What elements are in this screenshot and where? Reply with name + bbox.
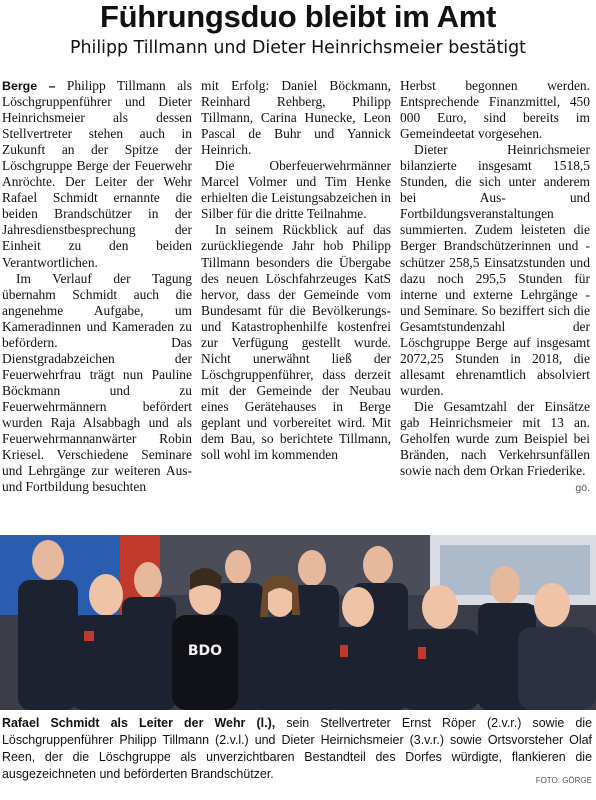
photo-caption (2, 715, 592, 789)
paragraph: Dieter Heinrichsmeier bilanzierte insgesamt 1518,5 Stunden, die sich unter anderem bei Aus- und Fortbildungsveranstaltungen summierten. Zudem leisteten die Berger Brandschützerinnen und -schützer 258,5 Einsatzstunden und dazu noch 295,5 Stunden für interne und externe Lehrgänge - und Seminare. So beziffert sich die Gesamtstundenzahl der Löschgruppe Berge auf insgesamt 2072,25 Stunden in 2018, die allesamt ehrenamtlich absolviert wurden. (400, 142, 590, 398)
subheadline: Philipp Tillmann und Dieter Heinrichsmeier bestätigt (70, 38, 526, 58)
article-column-3 (400, 78, 590, 496)
paragraph-text: Die Gesamtzahl der Einsätze gab Heinrichsmeier mit 13 an. Geholfen wurde zum Beispiel bei Bränden, nach Verkehrsunfällen sowie nach dem Orkan Friederike. (400, 398, 590, 479)
shirt-print: BDO (187, 643, 223, 659)
paragraph: Im Verlauf der Tagung übernahm Schmidt auch die angenehme Aufgabe, um Kameradinnen und Kameraden zu befördern. Das Dienstgradabzeichen der Feuerwehrfrau trägt nun Pauline Böckmann und zu Feuerwehrmännern befördert wurden Raja Alsabbagh und als Feuerwehrmannanwärter Robin Kriesel. Verschiedene Seminare und Lehrgänge zur weiteren Aus- und Fortbildung besuchten (2, 270, 192, 495)
paragraph: Herbst begonnen werden. Entsprechende Finanzmittel, 450 000 Euro, sind bereits im Gemeindeetat vorgesehen. (400, 78, 590, 142)
article-column-2 (201, 78, 391, 463)
caption-lead: Rafael Schmidt als Leiter der Wehr (l.), (2, 716, 276, 730)
author-initials: gö. (575, 482, 590, 495)
group-photo (0, 535, 596, 710)
photo-credit: FOTO: GÖRGE (535, 776, 592, 785)
paragraph: mit Erfolg: Daniel Böckmann, Reinhard Rehberg, Philipp Tillmann, Carina Hunecke, Leon Pascal de Buhr und Yannick Heinrich. (201, 78, 391, 158)
article-column-1 (2, 78, 192, 495)
caption-text: sein Stellvertreter Ernst Röper (2.v.r.) sowie die Löschgruppenführer Philipp Tillmann (2.v.l.) und Dieter Heirnichsmeier (3.v.r.) sowie Ortsvorsteher Olaf Reen, der die Löschgruppe als unverzichtbaren Bestandteil des Dorfes würdigte, flankieren die ausgezeichneten und beförderten Brandschützer. (2, 716, 592, 781)
paragraph: Die Oberfeuerwehrmänner Marcel Volmer und Tim Henke erhielten die Leistungsabzeichen in Silber für die dritte Teilnahme. (201, 158, 391, 222)
dateline: Berge – (2, 79, 56, 93)
group-photo-illustration (0, 535, 596, 710)
headline: Führungsduo bleibt im Amt (99, 0, 497, 34)
paragraph: In seinem Rückblick auf das zurückliegende Jahr hob Philipp Tillmann besonders die Übergabe des neuen Löschfahrzeuges KatS hervor, dass der Gemeinde vom Bundesamt für die Bevölkerungs- und Katastrophenhilfe kostenfrei zur Verfügung gestellt wurde. Nicht unerwähnt ließ der Löschgruppenführer, dass derzeit mit der Gemeinde der Neubau eines Gerätehauses in Berge geplant und vorbereitet wird. Mit dem Bau, so berichtete Tillmann, soll wohl im kommenden (201, 222, 391, 463)
paragraph (400, 398, 590, 495)
paragraph-text: Philipp Tillmann als Löschgruppenführer und Dieter Heinrichsmeier als dessen Stellvertreter stehen auch in Zukunft an der Spitze der Löschgruppe Berge der Feuerwehr Anröchte. Der Leiter der Wehr Rafael Schmidt ernannte die beiden Brandschützer in der Jahresdienstbesprechung der Einheit zu den beiden Verantwortlichen. (2, 78, 192, 270)
paragraph (2, 78, 192, 271)
